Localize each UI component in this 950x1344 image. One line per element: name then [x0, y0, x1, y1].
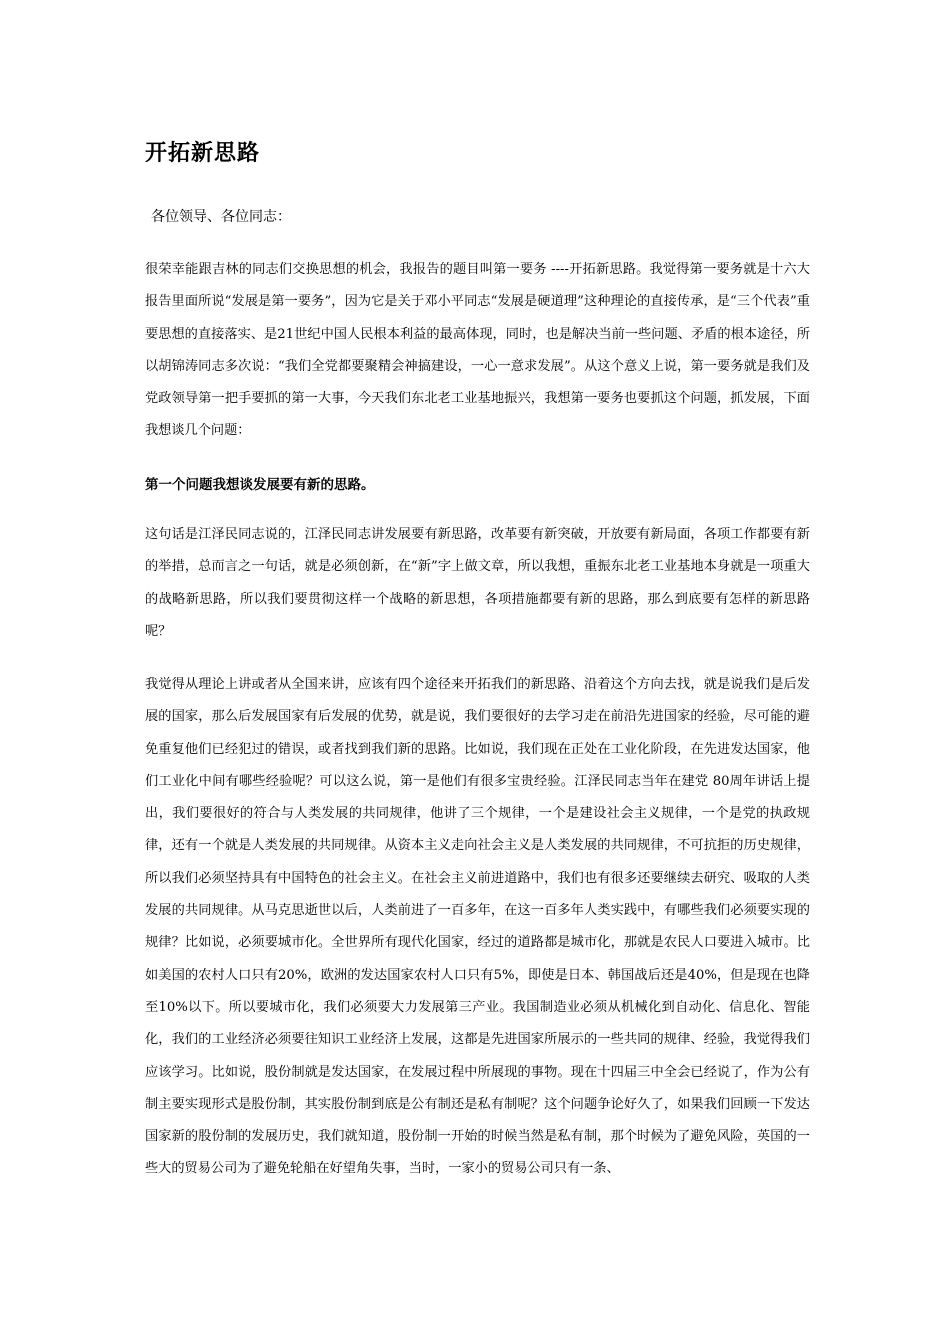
section-heading: 第一个问题我想谈发展要有新的思路。 [145, 477, 375, 493]
paragraph-development-paths: 我觉得从理论上讲或者从全国来讲，应该有四个途径来开拓我们的新思路、沿着这个方向去找，就是说我们是后发展的国家，那么后发展国家有后发展的优势，就是说，我们要很好的去学习走在前沿先进国家的经验，尽可能的避免重复他们已经犯过的错误，或者找到我们新的思路。比如说，我们现在正处在工业化阶段，在先进发达国家，他们工业化中间有哪些经验呢？可以这么说，第一是他们有很多宝贵经验。江泽民同志当年在建党 80周年讲话上提出，我们要很好的符合与人类发展的共同规律，他讲了三个规律，一个是建设社会主义规律，一个是党的执政规律，还有一个就是人类发展的共同规律。从资本主义走向社会主义是人类发展的共同规律，不可抗拒的历史规律，所以我们必须坚持具有中国特色的社会主义。在社会主义前进道路中，我们也有很多还要继续去研究、吸取的人类发展的共同规律。从马克思逝世以后，人类前进了一百多年，在这一百多年人类实践中，有哪些我们必须要实现的规律？比如说，必须要城市化。全世界所有现代化国家，经过的道路都是城市化，那就是农民人口要进入城市。比如美国的农村人口只有20%，欧洲的发达国家农村人口只有5%，即使是日本、韩国战后还是40%，但是现在也降至10%以下。所以要城市化，我们必须要大力发展第三产业。我国制造业必须从机械化到自动化、信息化、智能化，我们的工业经济必须要往知识工业经济上发展，这都是先进国家所展示的一些共同的规律、经验，我觉得我们应该学习。比如说，股份制就是发达国家，在发展过程中所展现的事物。现在十四届三中全会已经说了，作为公有制主要实现形式是股份制，其实股份制到底是公有制还是私有制呢？这个问题争论好久了，如果我们回顾一下发达国家新的股份制的发展历史，我们就知道，股份制一开始的时候当然是私有制，那个时候为了避免风险，英国的一些大的贸易公司为了避免轮船在好望角失事，当时，一家小的贸易公司只有一条、 [145, 677, 810, 1177]
paragraph-intro: 很荣幸能跟吉林的同志们交换思想的机会，我报告的题目叫第一要务 ----开拓新思路。我觉得第一要务就是十六大报告里面所说“发展是第一要务”，因为它是关于邓小平同志“发展是硬道理”这种理论的直接传承，是“三个代表”重要思想的直接落实、是21世纪中国人民根本利益的最高体现，同时，也是解决当前一些问题、矛盾的根本途径，所以胡锦涛同志多次说：“我们全党都要聚精会神搞建设，一心一意求发展”。从这个意义上说，第一要务就是我们及党政领导第一把手要抓的第一大事，今天我们东北老工业基地振兴，我想第一要务也要抓这个问题，抓发展，下面我想谈几个问题： [145, 262, 810, 439]
greeting: 各位领导、各位同志： [151, 209, 291, 225]
document-title: 开拓新思路 [145, 141, 261, 166]
paragraph-new-thinking: 这句话是江泽民同志说的，江泽民同志讲发展要有新思路，改革要有新突破，开放要有新局面，各项工作都要有新的举措，总而言之一句话，就是必须创新，在“新”字上做文章，所以我想，重振东北老工业基地本身就是一项重大的战略新思路，所以我们要贯彻这样一个战略的新思想，各项措施都要有新的思路，那么到底要有怎样的新思路呢？ [145, 527, 810, 639]
